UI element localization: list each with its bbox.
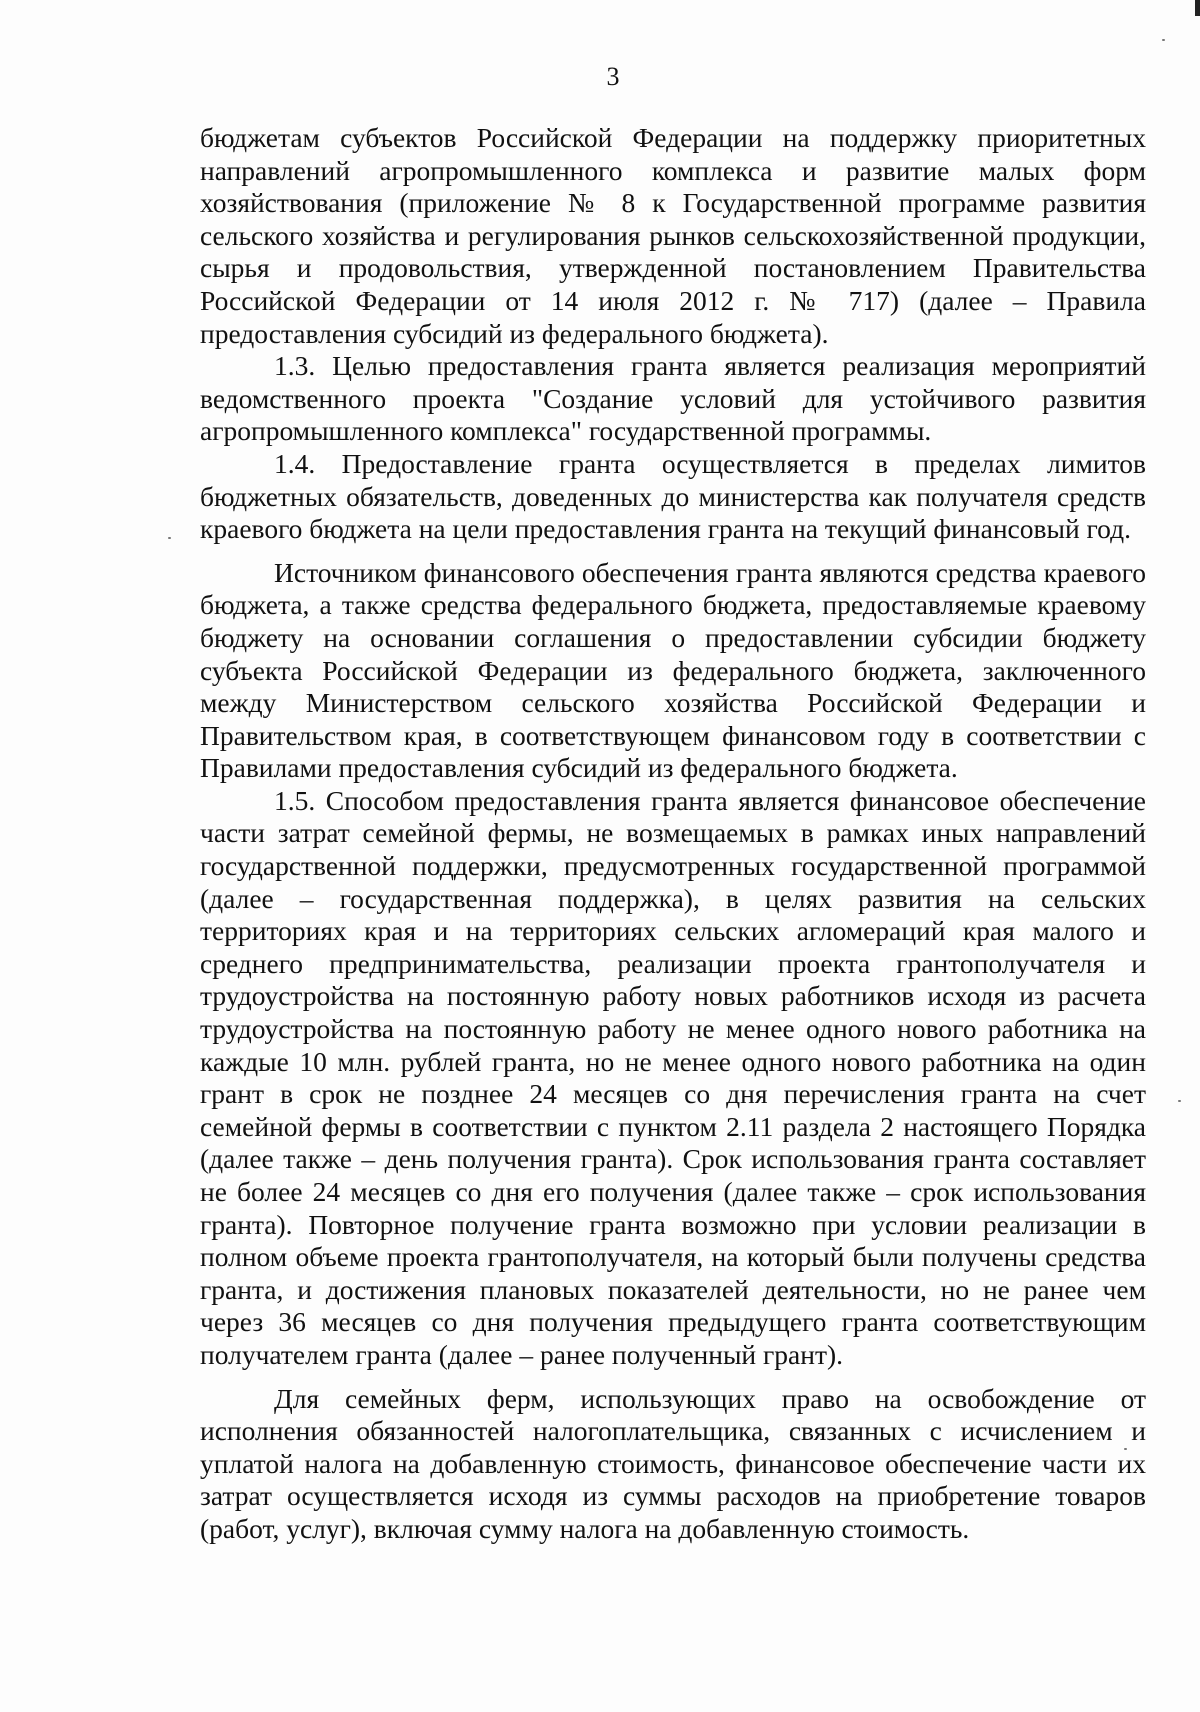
page-number: 3 (606, 62, 620, 91)
paragraph-1-3: 1.3. Целью предоставления гранта является реализация мероприятий ведомственного проекта "Создание условий для устойчивого развития агропромышленного комплекса" государственной программы. (200, 350, 1146, 447)
scan-speck (1162, 39, 1165, 41)
paragraph-funding-source: Источником финансового обеспечения гранта являются средства краевого бюджета, а также средства федерального бюджета, предоставляемые краевому бюджету на основании соглашения о предоставлении субсидии бюджету субъекта Российской Федерации из федерального бюджета, заключенного между Министерством сельского хозяйства Российской Федерации и Правительством края, в соответствующем финансовом году в соответствии с Правилами предоставления субсидий из федерального бюджета. (200, 556, 1146, 784)
paragraph-1-4: 1.4. Предоставление гранта осуществляется в пределах лимитов бюджетных обязательств, доведенных до министерства как получателя средств краевого бюджета на цели предоставления гранта на текущий финансовый год. (200, 447, 1146, 545)
scan-edge-mark (1195, 0, 1200, 16)
paragraph-1-5: 1.5. Способом предоставления гранта является финансовое обеспечение части затрат семейной фермы, не возмещаемых в рамках иных направлений государственной поддержки, предусмотренных государственной программой (далее – государственная поддержка), в целях развития на сельских территориях края и на территориях сельских агломераций края малого и среднего предпринимательства, реализации проекта грантополучателя и трудоустройства на постоянную работу новых работников исходя из расчета трудоустройства на постоянную работу не менее одного нового работника на каждые 10 млн. рублей гранта, но не менее одного нового работника на один грант в срок не позднее 24 месяцев со дня перечисления гранта на счет семейной фермы в соответствии с пунктом 2.11 раздела 2 настоящего Порядка (далее также – день получения гранта). Срок использования гранта составляет не более 24 месяцев со дня его получения (далее также – срок использования гранта). Повторное получение гранта возможно при условии реализации в полном объеме проекта грантополучателя, на который были получены средства гранта, и достижения плановых показателей деятельности, но не ранее чем через 36 месяцев со дня получения предыдущего гранта соответствующим получателем гранта (далее – ранее полученный грант). (200, 784, 1146, 1370)
scan-speck (1178, 1100, 1181, 1102)
document-body (200, 122, 1146, 1546)
scan-speck (168, 537, 171, 539)
paragraph-budget-rules: бюджетам субъектов Российской Федерации на поддержку приоритетных направлений агропромышленного комплекса и развитие малых форм хозяйствования (приложение № 8 к Государственной программе развития сельского хозяйства и регулирования рынков сельскохозяйственной продукции, сырья и продовольствия, утвержденной постановлением Правительства Российской Федерации от 14 июля 2012 г. № 717) (далее – Правила предоставления субсидий из федерального бюджета). (200, 122, 1146, 349)
paragraph-vat-exemption: Для семейных ферм, использующих право на освобождение от исполнения обязанностей налогоплательщика, связанных с исчислением и уплатой налога на добавленную стоимость, финансовое обеспечение части их затрат осуществляется исходя из суммы расходов на приобретение товаров (работ, услуг), включая сумму налога на добавленную стоимость. (200, 1382, 1146, 1544)
